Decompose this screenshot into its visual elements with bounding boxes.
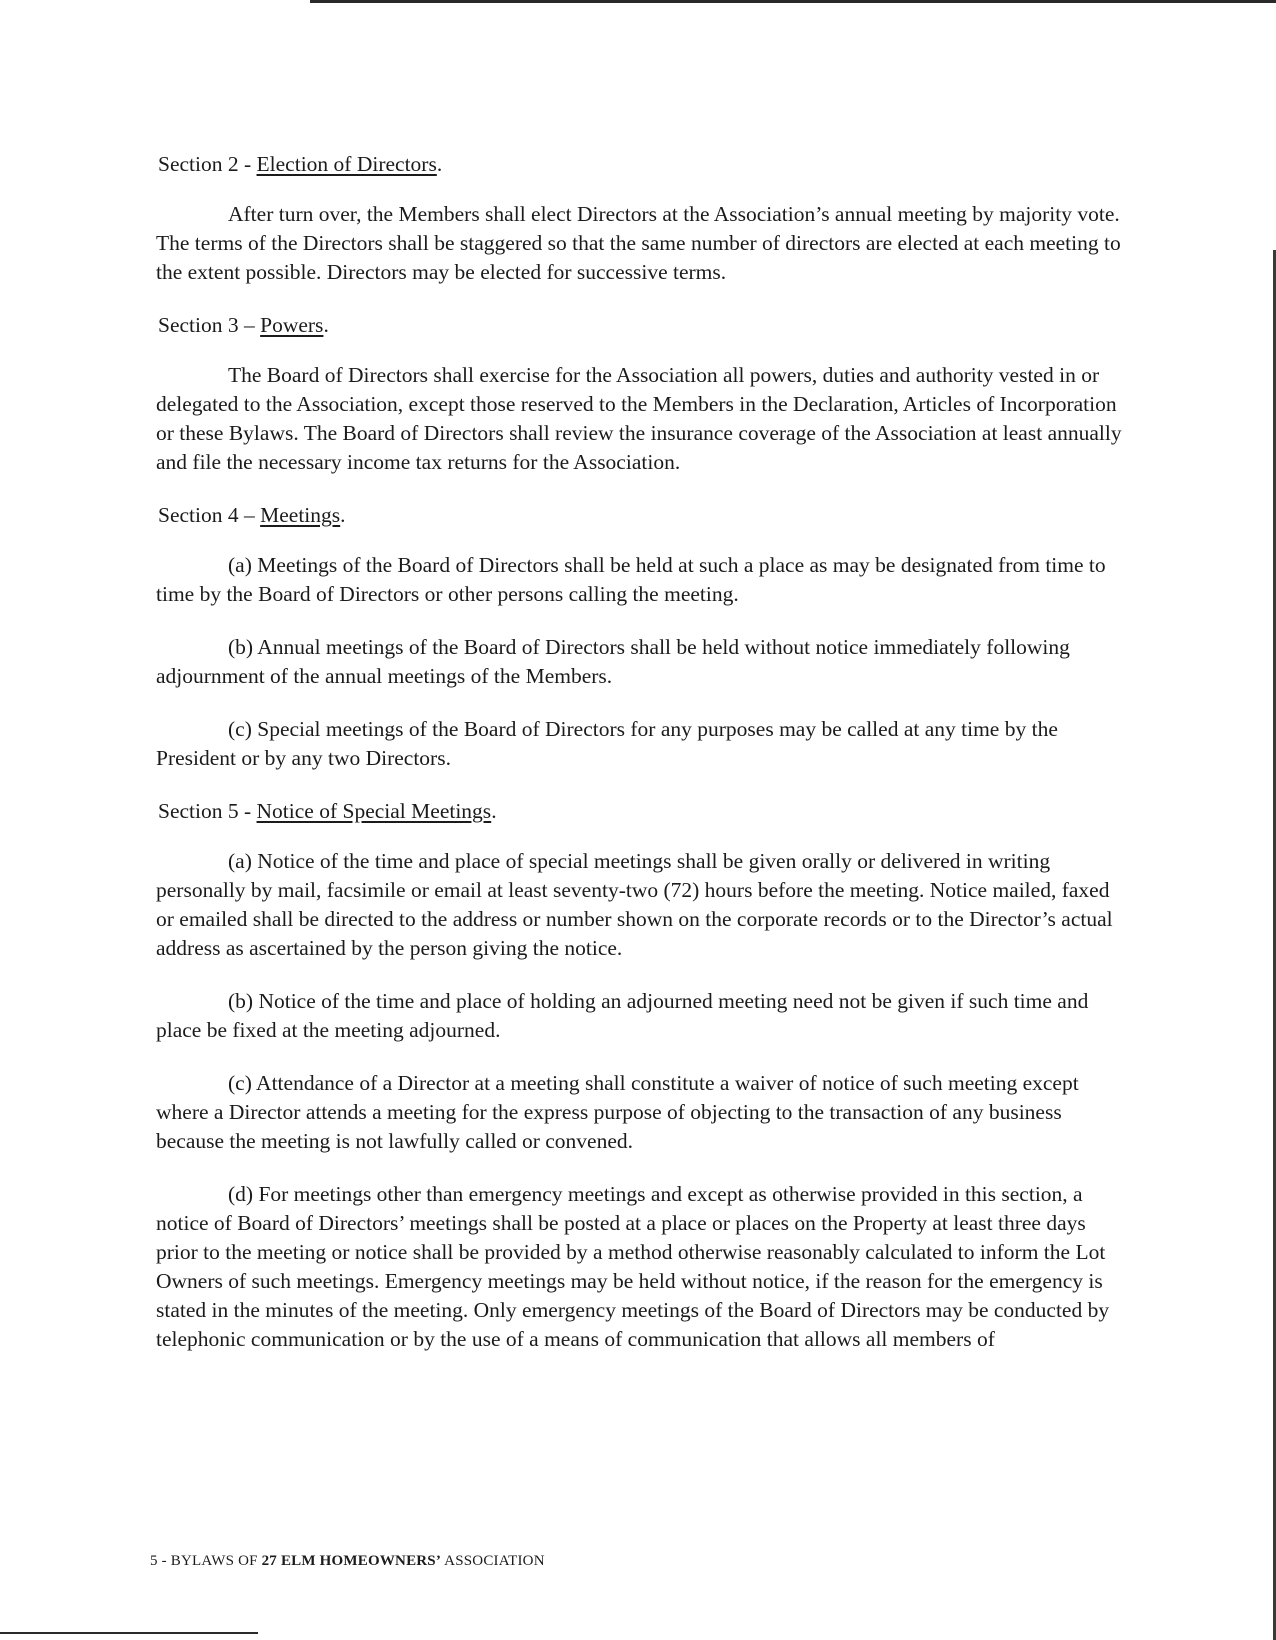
paragraph: (b) Annual meetings of the Board of Directors shall be held without notice immediately following adjournment of the annual meetings of the Members. [156,635,1070,688]
paragraph: (c) Special meetings of the Board of Directors for any purposes may be called at any time by the President or by any two Directors. [156,717,1058,770]
footer-association-name: 27 ELM HOMEOWNERS’ [261,1553,442,1569]
page-footer: 5 - BYLAWS OF 27 ELM HOMEOWNERS’ ASSOCIATION [150,1553,545,1569]
section-3 [156,311,1126,477]
paragraph: (c) Attendance of a Director at a meeting shall constitute a waiver of notice of such meeting except where a Director attends a meeting for the express purpose of objecting to the transaction of any business because the meeting is not lawfully called or convened. [156,1071,1079,1153]
scan-top-edge [310,0,1276,3]
section-title: Meetings [260,503,341,527]
paragraph: The Board of Directors shall exercise for the Association all powers, duties and authority vested in or delegated to the Association, except those reserved to the Members in the Declaration, Articles of Incorporation or these Bylaws. The Board of Directors shall review the insurance coverage of the Association at least annually and file the necessary income tax returns for the Association. [156,363,1122,474]
section-4 [156,501,1126,773]
section-2 [156,150,1126,287]
paragraph: (a) Meetings of the Board of Directors shall be held at such a place as may be designated from time to time by the Board of Directors or other persons calling the meeting. [156,553,1106,606]
section-heading: Section 5 - Notice of Special Meetings. [158,799,497,823]
document-page [156,150,1126,1378]
paragraph: (a) Notice of the time and place of special meetings shall be given orally or delivered in writing personally by mail, facsimile or email at least seventy-two (72) hours before the meeting. Notice mailed, faxed or emailed shall be directed to the address or number shown on the corporate records or to the Director’s actual address as ascertained by the person giving the notice. [156,849,1113,960]
section-heading: Section 3 – Powers. [158,313,329,337]
paragraph: After turn over, the Members shall elect Directors at the Association’s annual meeting by majority vote. The terms of the Directors shall be staggered so that the same number of directors are elected at each meeting to the extent possible. Directors may be elected for successive terms. [156,202,1121,284]
paragraph: (d) For meetings other than emergency meetings and except as otherwise provided in this section, a notice of Board of Directors’ meetings shall be posted at a place or places on the Property at least three days prior to the meeting or notice shall be provided by a method otherwise reasonably calculated to inform the Lot Owners of such meetings. Emergency meetings may be held without notice, if the reason for the emergency is stated in the minutes of the meeting. Only emergency meetings of the Board of Directors may be conducted by telephonic communication or by the use of a means of communication that allows all members of [156,1182,1110,1351]
section-title: Election of Directors [256,152,437,176]
section-heading: Section 2 - Election of Directors. [158,152,443,176]
scan-bottom-edge [0,1632,258,1634]
section-heading: Section 4 – Meetings. [158,503,346,527]
section-5 [156,797,1126,1354]
paragraph: (b) Notice of the time and place of holding an adjourned meeting need not be given if such time and place be fixed at the meeting adjourned. [156,989,1089,1042]
section-title: Notice of Special Meetings [256,799,492,823]
section-title: Powers [260,313,324,337]
